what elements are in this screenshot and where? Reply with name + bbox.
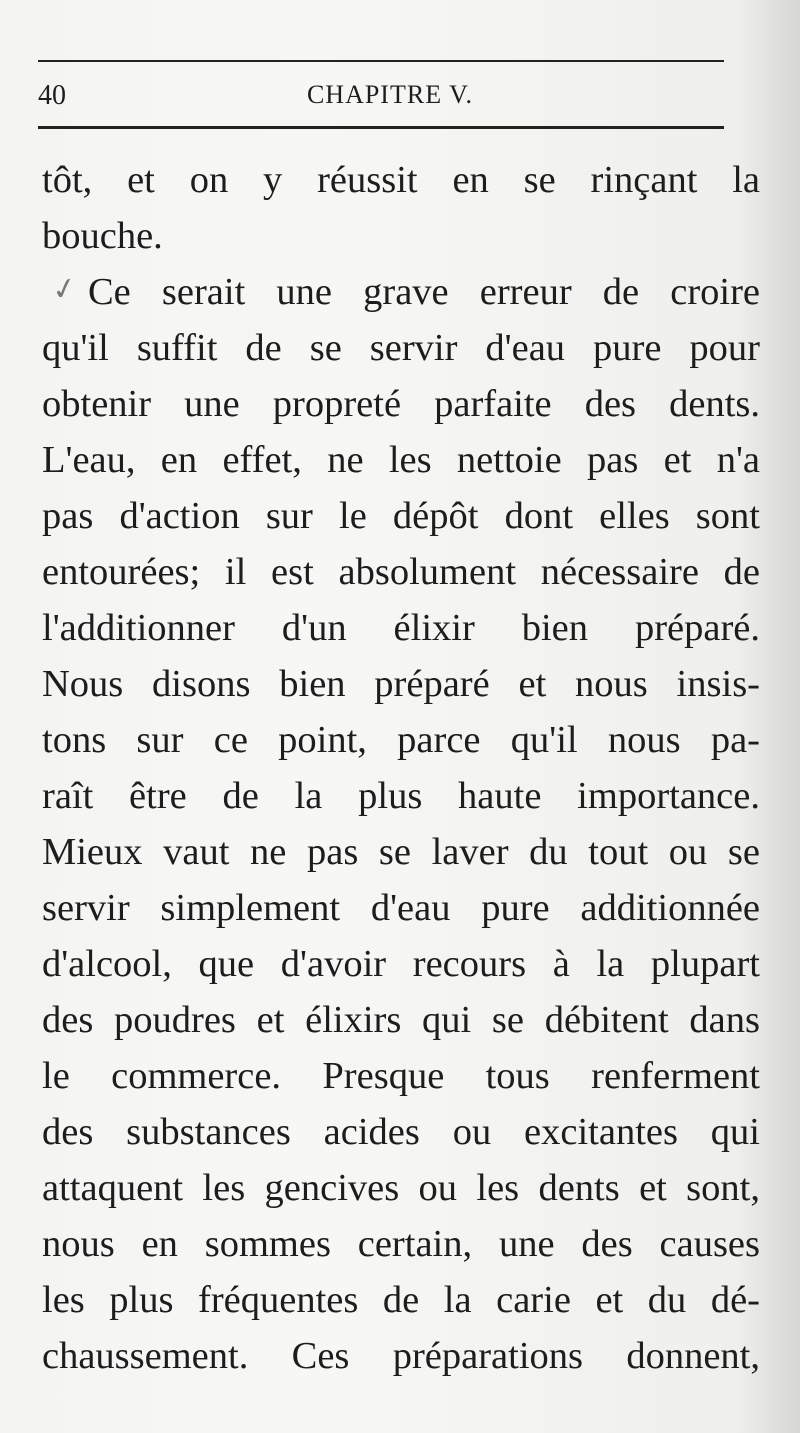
text-line: nous en sommes certain, une des causes [42, 1223, 760, 1265]
text-line: des poudres et élixirs qui se débitent dans [42, 999, 760, 1041]
text-line: attaquent les gencives ou les dents et sont, [42, 1167, 760, 1209]
header-rule-top [38, 60, 724, 62]
header-rule-bottom [38, 126, 724, 129]
text-line: tons sur ce point, parce qu'il nous pa- [42, 719, 760, 761]
body-text [42, 152, 760, 1384]
text-line: L'eau, en effet, ne les nettoie pas et n'a [42, 439, 760, 481]
text-line: servir simplement d'eau pure additionnée [42, 887, 760, 929]
text-line: l'additionner d'un élixir bien préparé. [42, 607, 760, 649]
text-line: pas d'action sur le dépôt dont elles sont [42, 495, 760, 537]
text-line: tôt, et on y réussit en se rinçant la [42, 159, 760, 201]
text-line: les plus fréquentes de la carie et du dé- [42, 1279, 760, 1321]
text-line: Mieux vaut ne pas se laver du tout ou se [42, 831, 760, 873]
text-line: obtenir une propreté parfaite des dents. [42, 383, 760, 425]
running-head: CHAPITRE V. [306, 80, 474, 109]
page-number: 40 [38, 80, 66, 111]
text-line: entourées; il est absolument nécessaire de [42, 551, 760, 593]
margin-check-mark: ✓ [48, 269, 81, 310]
text-line: chaussement. Ces préparations donnent, [42, 1335, 760, 1377]
text-line: des substances acides ou excitantes qui [42, 1111, 760, 1153]
text-line: le commerce. Presque tous renferment [42, 1055, 760, 1097]
text-line: bouche. [42, 215, 163, 257]
text-line: qu'il suffit de se servir d'eau pure pour [42, 327, 760, 369]
text-line: d'alcool, que d'avoir recours à la plupart [42, 943, 760, 985]
text-line: Nous disons bien préparé et nous insis- [42, 663, 760, 705]
text-line: raît être de la plus haute importance. [42, 775, 760, 817]
text-line: Ce serait une grave erreur de croire [88, 271, 760, 313]
